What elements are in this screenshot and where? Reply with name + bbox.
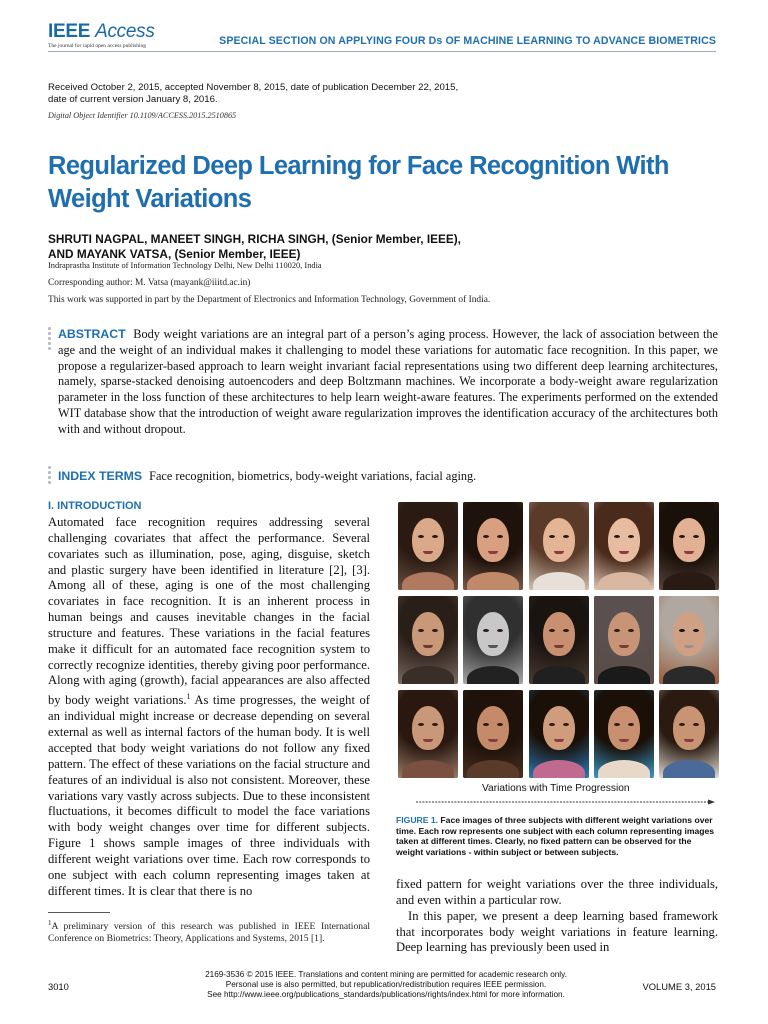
dates-line-2: date of current version January 8, 2016. — [48, 94, 218, 105]
logo-wordmark — [48, 22, 158, 42]
logo-tagline: The journal for rapid open access publishing — [48, 43, 147, 49]
doi: Digital Object Identifier 10.1109/ACCESS.2015.2510865 — [48, 111, 237, 120]
face-image — [398, 502, 458, 590]
footnote-divider — [48, 912, 110, 913]
index-terms — [58, 468, 718, 484]
funding-note: This work was supported in part by the Department of Electronics and Information Technology, Government of India. — [48, 295, 491, 305]
face-image — [529, 690, 589, 778]
copyright-line-1: 2169-3536 © 2015 IEEE. Translations and content mining are permitted for academic research only. — [205, 970, 567, 979]
footnote-text: A preliminary version of this research was published in IEEE International Conference on Biometrics: Theory, Applications and Systems, 2015 [1]. — [48, 921, 370, 944]
publication-dates — [48, 82, 608, 106]
page-number: 3010 — [48, 981, 69, 992]
volume-info: VOLUME 3, 2015 — [642, 981, 716, 992]
authors — [48, 232, 648, 262]
authors-line-2: AND MAYANK VATSA, (Senior Member, IEEE) — [48, 247, 301, 261]
corresponding-author: Corresponding author: M. Vatsa (mayank@iiitd.ac.in) — [48, 278, 251, 288]
abstract-label: ABSTRACT — [58, 327, 126, 341]
abstract-text: Body weight variations are an integral part of a person’s aging process. However, the lack of association between the age and the weight of an individual makes it challenging to model these variations for automatic face recognition. In this paper, we propose a regularizer-based approach to learn weight invariant facial representations using two different deep learning architectures, namely, sparse-stacked denoising autoencoders and deep Boltzmann machines. We incorporate a body-weight aware regularization parameter in the loss function of these architectures to help learn weight-aware features. The experiments performed on the extended WIT database show that the introduction of weight aware regularization improves the identification accuracy of the architectures both with and without dropout. — [58, 327, 718, 436]
figure-1-caption — [396, 815, 720, 857]
affiliation: Indraprastha Institute of Information Technology Delhi, New Delhi 110020, India — [48, 261, 322, 270]
right-paragraph-1: fixed pattern for weight variations over the three individuals, and even within a particular row. — [396, 877, 718, 907]
figure-row-subject-3 — [398, 690, 718, 778]
footnote-marker[interactable]: 1 — [186, 692, 191, 702]
authors-line-1: SHRUTI NAGPAL, MANEET SINGH, RICHA SINGH, (Senior Member, IEEE), — [48, 232, 461, 246]
abstract-divider-dots — [48, 327, 52, 352]
right-column-body — [396, 877, 718, 956]
footnote — [48, 918, 370, 944]
figure-1 — [398, 502, 718, 800]
logo-access: Access — [95, 21, 155, 42]
dates-line-1: Received October 2, 2015, accepted November 8, 2015, date of publication December 22, 2015, — [48, 82, 459, 93]
face-image — [529, 502, 589, 590]
abstract — [58, 327, 718, 438]
face-image — [398, 596, 458, 684]
paper-title: Regularized Deep Learning for Face Recognition With Weight Variations — [48, 152, 669, 213]
introduction-body — [48, 515, 370, 899]
face-image — [398, 690, 458, 778]
copyright-notice — [190, 970, 582, 999]
index-terms-label: INDEX TERMS — [58, 469, 143, 483]
time-arrow-icon — [416, 799, 716, 805]
special-section-title: SPECIAL SECTION ON APPLYING FOUR Ds OF MACHINE LEARNING TO ADVANCE BIOMETRICS — [219, 35, 716, 47]
face-image — [659, 502, 719, 590]
introduction-text-part-1: Automated face recognition requires addressing several challenging covariates that affect the performance. Several covariates such as illumination, pose, aging, disguise, sketch and plastic surgery have been identified in literature [2], [3]. Among all of these, aging is one of the most challenging covariates in face recognition. It is an inherent process in human beings and causes inevitable changes in the facial structure and features. These variations in the facial features make it difficult for an automated face recognition system to correctly recognize identities, thereby giving poor performance. Along with aging (growth), facial appearances are also affected by body weight variations. — [48, 515, 370, 708]
index-terms-divider-dots — [48, 466, 52, 486]
face-image — [529, 596, 589, 684]
face-image — [594, 690, 654, 778]
copyright-line-3[interactable]: See http://www.ieee.org/publications_standards/publications/rights/index.html for more information. — [207, 989, 565, 999]
figure-row-subject-1 — [398, 502, 718, 590]
face-image — [463, 596, 523, 684]
header-divider — [48, 51, 716, 52]
figure-caption-number: FIGURE 1. — [396, 815, 439, 825]
logo-ieee: IEEE — [48, 21, 91, 42]
introduction-text-part-2: As time progresses, the weight of an individual might increase or decrease depending on several external as well as internal factors of the human body. It is well accepted that body weight variations do not follow any fixed pattern. The effect of these variations on the facial structure and features of an individual is also not consistent. Moreover, these variations vary vastly across subjects. Due to these inconsistent fluctuations, it becomes difficult to model the face variations with body weight changes over time for different subjects. Figure 1 shows sample images of three individuals with different weight variations over time. Each row corresponds to one subject with each column representing images taken at different times. It is clear that there is no — [48, 693, 370, 898]
journal-logo — [48, 22, 158, 50]
figure-caption-text: Face images of three subjects with different weight variations over time. Each row represents one subject with each column representing images taken at different times. Clearly, no fixed pattern can be observed for the weight variations - within subject or between subjects. — [396, 815, 715, 857]
index-terms-text: Face recognition, biometrics, body-weight variations, facial aging. — [149, 469, 477, 483]
figure-axis-label: Variations with Time Progression — [482, 783, 630, 794]
face-image — [463, 502, 523, 590]
face-image — [594, 596, 654, 684]
face-image — [594, 502, 654, 590]
face-image — [659, 690, 719, 778]
right-paragraph-2: In this paper, we present a deep learning based framework that incorporates body weight variations in feature learning. Deep learning has previously been used in — [396, 908, 718, 955]
face-image — [659, 596, 719, 684]
footnote-number: 1 — [48, 919, 52, 927]
copyright-line-2: Personal use is also permitted, but republication/redistribution requires IEEE permission. — [225, 979, 547, 989]
figure-row-subject-2 — [398, 596, 718, 684]
introduction-heading: I. INTRODUCTION — [48, 500, 142, 512]
face-image — [463, 690, 523, 778]
